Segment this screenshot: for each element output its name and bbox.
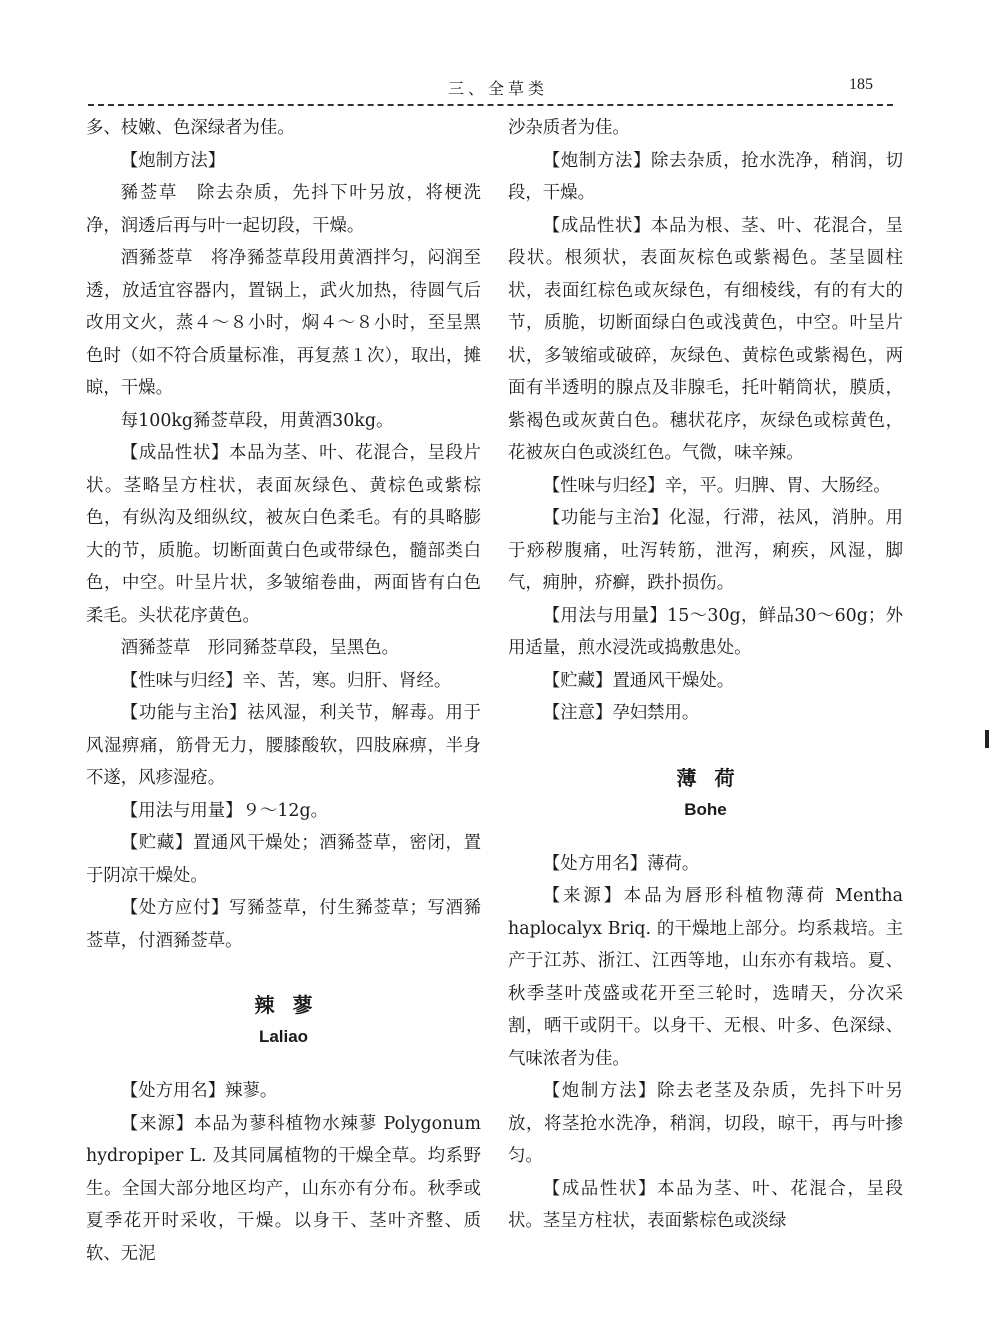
paragraph: 【注意】孕妇禁用。 [542, 703, 700, 723]
paragraph: 【用法与用量】15～30g，鲜品30～60g；外用适量，煎水浸洗或捣敷患处。 [508, 605, 903, 658]
paragraph: 【处方用名】辣蓼。 [120, 1081, 278, 1101]
paragraph: 【功能与主治】祛风湿，利关节，解毒。用于风湿痹痛，筋骨无力，腰膝酸软，四肢麻痹，半身不遂，风疹湿疮。 [86, 703, 481, 788]
paragraph: 【处方用名】薄荷。 [542, 853, 700, 874]
running-title: 三、全草类 [448, 79, 549, 98]
paragraph: 酒豨莶草 形同豨莶草段，呈黑色。 [120, 638, 400, 658]
paragraph: 【功能与主治】化湿，行滞，祛风，消肿。用于痧秽腹痛，吐泻转筋，泄泻，痢疾，风湿，脚气，痈肿，疥癣，跌扑损伤。 [508, 508, 903, 593]
paragraph: 【性味与归经】辛，平。归脾、胃、大肠经。 [542, 475, 891, 496]
section-heading: 【炮制方法】 [120, 150, 226, 171]
paragraph: 【来源】本品为唇形科植物薄荷 Mentha haplocalyx Briq. 的干燥地上部分。均系栽培。主产于江苏、浙江、江西等地，山东亦有栽培。夏、秋季茎叶茂盛或花开至三轮时，选晴天，分次采割，晒干或阴干。以身干、无根、叶多、色深绿、气味浓者为佳。 [508, 886, 903, 1069]
page-header [88, 74, 893, 102]
paragraph: 【炮制方法】除去老茎及杂质，先抖下叶另放，将茎抢水洗净，稍润，切段，晾干，再与叶掺匀。 [508, 1081, 903, 1166]
paragraph: 【炮制方法】除去杂质，抢水洗净，稍润，切段，干燥。 [508, 150, 903, 203]
paragraph: 沙杂质者为佳。 [508, 118, 630, 138]
right-column [508, 112, 903, 1238]
herb-pinyin-bohe: Bohe [684, 799, 727, 819]
paragraph: 豨莶草 除去杂质，先抖下叶另放，将梗洗净，润透后再与叶一起切段，干燥。 [86, 183, 481, 236]
left-column [86, 112, 481, 1270]
page-number: 185 [849, 76, 873, 93]
paragraph: 【用法与用量】９～12g。 [120, 800, 328, 821]
herb-title-laliao: 辣蓼 [254, 993, 331, 1017]
herb-pinyin-laliao: Laliao [258, 1027, 309, 1046]
paragraph: 多、枝嫩、色深绿者为佳。 [86, 118, 295, 138]
header-rule [88, 104, 893, 106]
paragraph: 【成品性状】本品为根、茎、叶、花混合，呈段状。根须状，表面灰棕色或紫褐色。茎呈圆柱状，表面红棕色或灰绿色，有细棱线，有的有大的节，质脆，切断面绿白色或浅黄色，中空。叶呈片状，多皱缩或破碎，灰绿色、黄棕色或紫褐色，两面有半透明的腺点及非腺毛，托叶鞘筒状，膜质，紫褐色或灰黄白色。穗状花序，灰绿色或棕黄色，花被灰白色或淡红色。气微，味辛辣。 [508, 215, 903, 463]
paragraph: 【成品性状】本品为茎、叶、花混合，呈段片状。茎略呈方柱状，表面灰绿色、黄棕色或紫棕色，有纵沟及细纵纹，被灰白色柔毛。有的具略膨大的节，质脆。切断面黄白色或带绿色，髓部类白色，中空。叶呈片状，多皱缩卷曲，两面皆有白色柔毛。头状花序黄色。 [86, 443, 481, 626]
paragraph: 【来源】本品为蓼科植物水辣蓼 Polygonum hydropiper L. 及其同属植物的干燥全草。均系野生。全国大部分地区均产，山东亦有分布。秋季或夏季花开时采收，干燥。以身干、茎叶齐整、质软、无泥 [86, 1113, 481, 1264]
paragraph: 【贮藏】置通风干燥处。 [542, 670, 735, 691]
paragraph: 【性味与归经】辛、苦，寒。归肝、肾经。 [120, 670, 452, 691]
paragraph: 每100kg豨莶草段，用黄酒30kg。 [120, 410, 394, 431]
paragraph: 【贮藏】置通风干燥处；酒豨莶草，密闭，置于阴凉干燥处。 [86, 833, 481, 886]
paragraph: 【成品性状】本品为茎、叶、花混合，呈段状。茎呈方柱状，表面紫棕色或淡绿 [508, 1178, 903, 1231]
paragraph: 酒豨莶草 将净豨莶草段用黄酒拌匀，闷润至透，放适宜容器内，置锅上，武火加热，待圆气后改用文火，蒸４～８小时，焖４～８小时，至呈黑色时（如不符合质量标准，再复蒸１次），取出，摊晾，干燥。 [86, 248, 481, 398]
herb-title-bohe: 薄荷 [676, 765, 753, 790]
scan-mark [985, 730, 989, 748]
paragraph: 【处方应付】写豨莶草，付生豨莶草；写酒豨莶草，付酒豨莶草。 [86, 898, 481, 951]
